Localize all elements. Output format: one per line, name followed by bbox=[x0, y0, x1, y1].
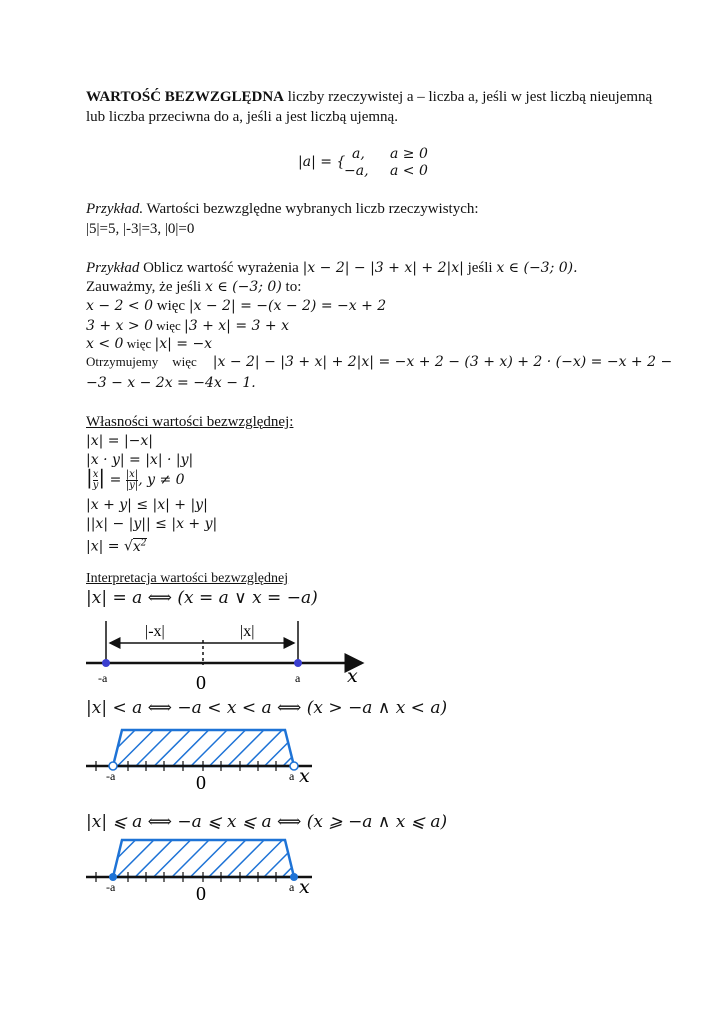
step1-c: |x − 2| = −(x − 2) = −x + 2 bbox=[188, 298, 387, 314]
diagram2-axis-label: x bbox=[299, 765, 310, 787]
interpretation-title: Interpretacja wartości bezwzględnej bbox=[86, 571, 289, 586]
intro-line-2: lub liczba przeciwna do a, jeśli a jest liczbą ujemną. bbox=[86, 109, 398, 125]
example2-label: Przykład bbox=[86, 260, 140, 276]
property-3-frac-left: $\frac{x}{y}$ bbox=[92, 469, 99, 492]
example2-text: Oblicz wartość wyrażenia bbox=[139, 260, 303, 276]
result-expr: |x − 2| − |3 + x| + 2|x| = −x + 2 − (3 + x) + 2 · (−x) = −x + 2 − bbox=[212, 354, 673, 370]
property-2-text: |x · y| = |x| · |y| bbox=[86, 452, 194, 468]
property-3-frac-right: $\frac{|x|}{|y|}$ bbox=[125, 469, 139, 492]
result-label: Otrzymujemy bbox=[86, 354, 159, 369]
property-3-cond: , y ≠ 0 bbox=[138, 472, 185, 488]
diagram-2 bbox=[86, 730, 312, 794]
diagram3-tick-zero: 0 bbox=[196, 883, 206, 905]
properties-title: Własności wartości bezwzględnej: bbox=[86, 414, 294, 430]
example2-note-math: x ∈ (−3; 0) bbox=[204, 279, 282, 295]
diagram1-point-pos bbox=[294, 659, 302, 667]
step1-b: więc bbox=[152, 298, 189, 314]
step3-a: x < 0 bbox=[86, 336, 124, 352]
diagram1-point-neg bbox=[102, 659, 110, 667]
diagram1-label-right: |x| bbox=[240, 623, 255, 640]
diagram3-axis-label: x bbox=[299, 876, 310, 898]
definition-case2-cond: a < 0 bbox=[390, 163, 428, 179]
definition-case1-cond: a ≥ 0 bbox=[390, 146, 428, 162]
property-6-lhs: |x| = √ bbox=[86, 538, 133, 555]
result-cont: −3 − x − 2x = −4x − 1. bbox=[86, 375, 256, 391]
example1-label: Przykład. bbox=[86, 201, 144, 217]
diagram-1 bbox=[86, 621, 362, 694]
step2-b: więc bbox=[152, 318, 185, 333]
diagram3-hatched-region bbox=[113, 840, 294, 877]
step1-a: x − 2 < 0 bbox=[86, 298, 153, 314]
property-3-eq: = bbox=[105, 472, 126, 488]
formula-less-than: |x| < a ⟺ −a < x < a ⟺ (x > −a ∧ x < a) bbox=[86, 698, 448, 718]
property-6-radicand: $x^2$ bbox=[132, 538, 147, 555]
example2-expr: |x − 2| − |3 + x| + 2|x| bbox=[302, 260, 464, 276]
intro-heading: WARTOŚĆ BEZWZGLĘDNA bbox=[86, 89, 284, 105]
diagram1-tick-pos: a bbox=[295, 671, 301, 685]
step2-a: 3 + x > 0 bbox=[86, 318, 153, 334]
diagram3-tick-pos: a bbox=[289, 880, 295, 894]
diagram1-tick-neg: -a bbox=[98, 671, 108, 685]
diagram2-tick-pos: a bbox=[289, 769, 295, 783]
diagram2-hatched-region bbox=[113, 730, 294, 766]
diagram-3 bbox=[86, 840, 312, 905]
example2-note-text: Zauważmy, że jeśli bbox=[86, 279, 205, 295]
example1-text: Wartości bezwzględne wybranych liczb rzeczywistych: bbox=[143, 201, 479, 217]
step3-b: więc bbox=[123, 336, 155, 351]
definition-case1-value: a, bbox=[352, 146, 365, 162]
intro-line1-text: liczby rzeczywistej a – liczba a, jeśli w jest liczbą nieujemną bbox=[284, 89, 653, 105]
formula-equal: |x| = a ⟺ (x = a ∨ x = −a) bbox=[86, 588, 318, 608]
diagram1-tick-zero: 0 bbox=[196, 672, 206, 694]
property-5-text: ||x| − |y|| ≤ |x + y| bbox=[86, 516, 218, 532]
property-1-text: |x| = |−x| bbox=[86, 433, 154, 449]
diagram2-tick-zero: 0 bbox=[196, 772, 206, 794]
step3-c: |x| = −x bbox=[154, 336, 213, 352]
formula-less-equal: |x| ⩽ a ⟺ −a ⩽ x ⩽ a ⟺ (x ⩾ −a ∧ x ⩽ a) bbox=[86, 812, 448, 832]
diagram3-tick-neg: -a bbox=[106, 880, 116, 894]
example2-cond-text: jeśli bbox=[463, 260, 497, 276]
step2-c: |3 + x| = 3 + x bbox=[184, 318, 289, 334]
definition-case2-value: −a, bbox=[344, 163, 369, 179]
diagram1-axis-label: x bbox=[347, 665, 358, 687]
property-3: | $\frac{x}{y}$ | = $\frac{|x|}{|y|}$ , y ≠ 0 bbox=[86, 465, 185, 492]
result-word: więc bbox=[172, 354, 197, 369]
definition-lhs: |a| = { bbox=[298, 154, 346, 170]
example1-values: |5|=5, |-3|=3, |0|=0 bbox=[86, 221, 195, 237]
example2-note-end: to: bbox=[281, 279, 302, 295]
diagram2-tick-neg: -a bbox=[106, 769, 116, 783]
property-4-text: |x + y| ≤ |x| + |y| bbox=[86, 497, 208, 513]
example2-cond: x ∈ (−3; 0). bbox=[496, 260, 578, 276]
diagram1-label-left: |-x| bbox=[145, 623, 165, 640]
